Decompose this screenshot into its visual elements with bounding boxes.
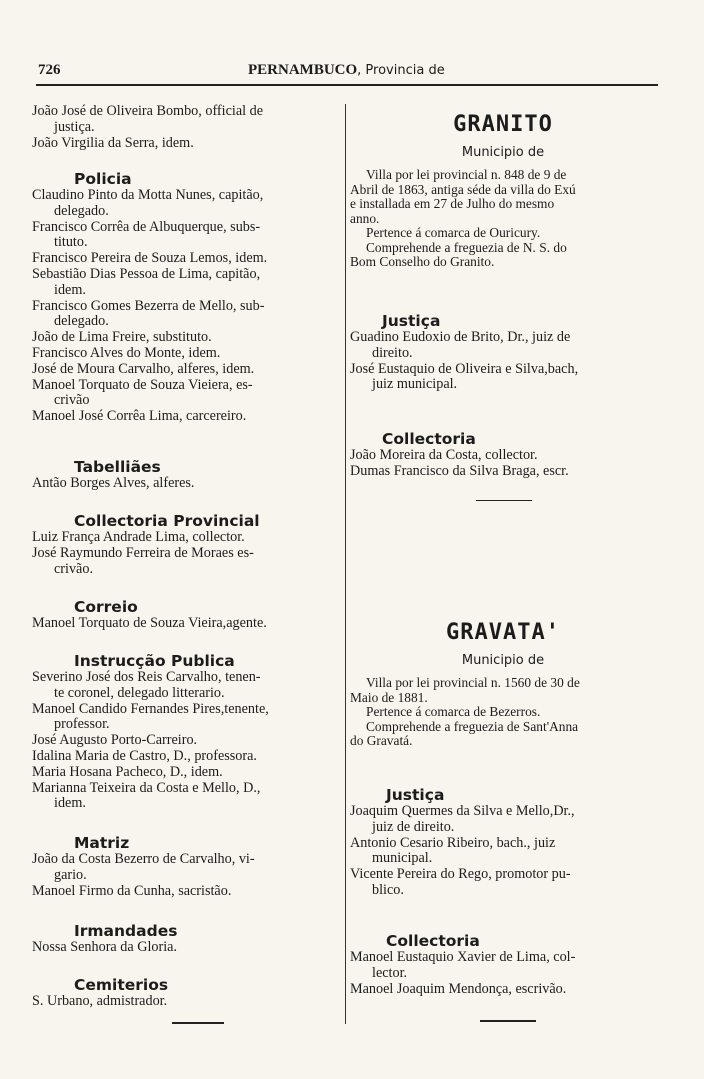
municipio-description: [350, 168, 656, 270]
municipio-description: [350, 676, 656, 749]
entry: anno.: [350, 210, 380, 226]
section-irmandades: [32, 922, 342, 956]
section-cemiterios: [32, 976, 342, 1010]
entry: Pertence á comarca de Ouricury.: [366, 225, 541, 240]
entry: Idalina Maria de Castro, D., professora.: [32, 747, 257, 764]
entry: João da Costa Bezerro de Carvalho, vi-: [32, 851, 255, 867]
entry: Manoel Torquato de Souza Vieira,agente.: [32, 615, 267, 631]
entry: municipal.: [372, 850, 433, 867]
entry: Marianna Teixeira da Costa e Mello, D.,: [32, 779, 261, 796]
end-rule: [172, 1022, 224, 1024]
entry: João Virgilia da Serra, idem.: [32, 134, 194, 151]
entry: lector.: [372, 964, 408, 981]
entry: Joaquim Quermes da Silva e Mello,Dr.,: [350, 803, 575, 819]
running-title: PERNAMBUCO, Provincia de: [248, 62, 445, 78]
separator: [480, 1020, 536, 1022]
section-heading: Justiça: [382, 312, 441, 330]
entry: Abril de 1863, antiga séde da villa do Exú: [350, 181, 576, 197]
section-heading: Correio: [74, 598, 138, 616]
entry: Sebastião Dias Pessoa de Lima, capitão,: [32, 265, 261, 282]
entry: João Moreira da Costa, collector.: [350, 447, 538, 463]
entry: Manoel Eustaquio Xavier de Lima, col-: [350, 949, 576, 965]
entry: do Gravatá.: [350, 733, 413, 748]
entry: Francisco Alves do Monte, idem.: [32, 344, 221, 361]
entry: S. Urbano, admistrador.: [32, 993, 168, 1009]
entry: professor.: [54, 716, 110, 733]
section-heading: Instrucção Publica: [74, 652, 235, 670]
entry: João José de Oliveira Bombo, official de: [32, 103, 264, 119]
entry: Francisco Pereira de Souza Lemos, idem.: [32, 250, 268, 267]
section-gravata-justica: [350, 786, 656, 899]
page-header: [38, 62, 658, 84]
entry: Villa por lei provincial n. 1560 de 30 de: [366, 675, 580, 690]
section-matriz: [32, 834, 342, 899]
entry: Manoel Candido Fernandes Pires,tenente,: [32, 700, 269, 717]
entry: José Eustaquio de Oliveira e Silva,bach,: [350, 360, 579, 377]
entry: Manoel Firmo da Cunha, sacristão.: [32, 882, 232, 899]
entry: Antonio Cesario Ribeiro, bach., juiz: [350, 834, 556, 851]
municipio-title: GRANITO: [453, 112, 553, 137]
entry: crivão.: [54, 560, 93, 577]
entry: Francisco Corrêa de Albuquerque, subs-: [32, 218, 261, 235]
entry: Manoel Torquato de Souza Vieiera, es-: [32, 376, 253, 393]
entry: João de Lima Freire, substituto.: [32, 329, 212, 346]
entry: idem.: [54, 795, 86, 812]
header-rule: [36, 84, 658, 86]
section-heading: Justiça: [386, 786, 445, 804]
entry: Antão Borges Alves, alferes.: [32, 475, 195, 491]
page-number: 726: [38, 62, 61, 78]
entry: José Augusto Porto-Carreiro.: [32, 732, 198, 749]
entry: José Raymundo Ferreira de Moraes es-: [32, 544, 254, 561]
section-heading: Collectoria: [386, 932, 480, 950]
entry: Maio de 1881.: [350, 689, 428, 705]
entry: Francisco Gomes Bezerra de Mello, sub-: [32, 297, 265, 314]
municipio-subtitle: Municipio de: [461, 145, 545, 160]
section-tabelliaes: [32, 458, 342, 492]
entry: Bom Conselho do Granito.: [350, 254, 495, 269]
section-collectoria-provincial: [32, 512, 342, 577]
entry: Claudino Pinto da Motta Nunes, capitão,: [32, 187, 264, 203]
entry: Comprehende a freguezia de N. S. do: [366, 239, 567, 255]
column-divider: [345, 104, 346, 1024]
entry: Comprehende a freguezia de Sant'Anna: [366, 718, 579, 734]
section-heading: Policia: [74, 170, 132, 188]
section-heading: Cemiterios: [74, 976, 169, 994]
section-heading: Tabelliães: [74, 458, 161, 476]
entry: crivão: [54, 392, 90, 409]
entry: Pertence á comarca de Bezerros.: [366, 704, 541, 719]
municipio-subtitle: Municipio de: [461, 653, 545, 668]
entry: gario.: [54, 866, 87, 883]
entry: juiz municipal.: [372, 376, 458, 393]
entry: idem.: [54, 281, 86, 298]
section-heading: Irmandades: [74, 922, 178, 940]
entry: José de Moura Carvalho, alferes, idem.: [32, 360, 255, 377]
entry: direito.: [372, 344, 413, 361]
entry: blico.: [372, 881, 404, 898]
entry: Manoel Joaquim Mendonça, escrivão.: [350, 980, 567, 997]
municipio-gravata: [350, 620, 656, 749]
section-granito-collectoria: [350, 430, 656, 480]
entry: Maria Hosana Pacheco, D., idem.: [32, 763, 223, 780]
entry: justiça.: [54, 118, 95, 135]
entry: Vicente Pereira do Rego, promotor pu-: [350, 866, 571, 883]
intro-block: [32, 104, 342, 151]
entry: delegado.: [54, 313, 109, 330]
municipio-granito: [350, 112, 656, 270]
section-correio: [32, 598, 342, 632]
entry: tituto.: [54, 234, 88, 251]
separator: [476, 500, 532, 501]
section-instruccao: [32, 652, 342, 812]
section-heading: Matriz: [74, 834, 130, 852]
municipio-title: GRAVATA': [446, 620, 560, 645]
entry: e installada em 27 de Julho do mesmo: [350, 196, 555, 211]
entry: Dumas Francisco da Silva Braga, escr.: [350, 462, 569, 479]
entry: Villa por lei provincial n. 848 de 9 de: [366, 167, 567, 182]
section-granito-justica: [350, 312, 656, 393]
section-gravata-collectoria: [350, 932, 656, 997]
section-heading: Collectoria: [382, 430, 476, 448]
entry: juiz de direito.: [372, 818, 455, 835]
entry: te coronel, delegado litterario.: [54, 684, 225, 701]
section-policia: [32, 170, 342, 425]
entry: Guadino Eudoxio de Brito, Dr., juiz de: [350, 329, 571, 345]
entry: delegado.: [54, 202, 109, 219]
entry: Severino José dos Reis Carvalho, tenen-: [32, 669, 261, 685]
entry: Manoel José Corrêa Lima, carcereiro.: [32, 408, 247, 425]
entry: Luiz França Andrade Lima, collector.: [32, 529, 245, 545]
entry: Nossa Senhora da Gloria.: [32, 939, 177, 955]
section-heading: Collectoria Provincial: [74, 512, 260, 530]
